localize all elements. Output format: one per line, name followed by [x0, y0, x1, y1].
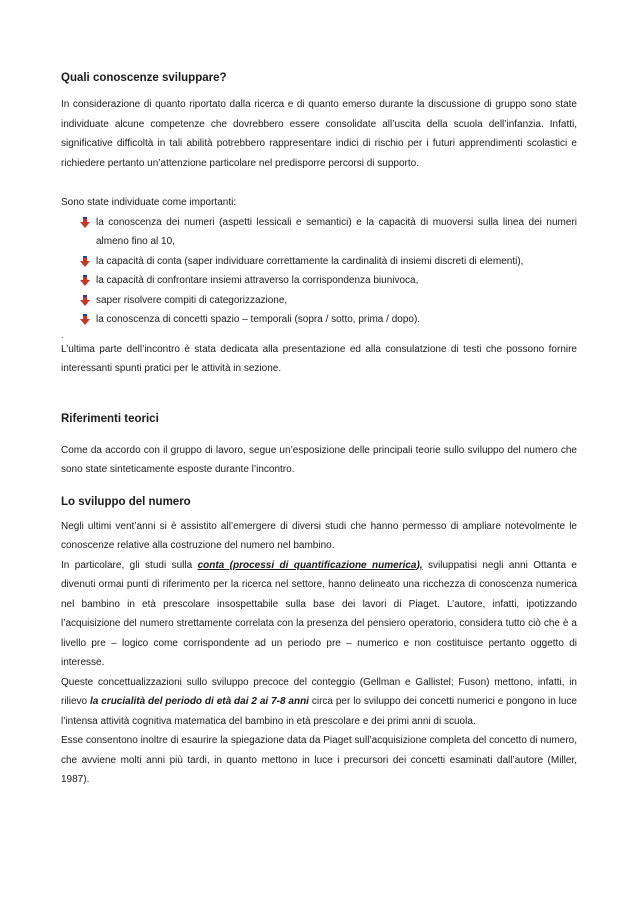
paragraph-piaget: Esse consentono inoltre di esaurire la spiegazione data da Piaget sull’acquisizione completa del concetto di numero, che avviene molti anni più tardi, in quanto mettono in luce i precursori dei concetti esaminati dall’autore (Miller, 1987). — [61, 735, 577, 785]
list-item-text: la conoscenza di concetti spazio – temporali (sopra / sotto, prima / dopo). — [96, 314, 421, 325]
stray-period: . — [61, 329, 64, 340]
list-item — [61, 271, 577, 291]
section-sviluppo-numero — [61, 496, 577, 790]
spacer — [61, 173, 577, 193]
list-item — [61, 213, 577, 252]
list-item — [61, 252, 577, 272]
arrow-bullet-icon — [80, 295, 90, 306]
emphasis-conta: conta (processi di quantificazione numerica), — [197, 559, 423, 571]
list-item-text: la capacità di conta (saper individuare correttamente la cardinalità di insiemi discreti di elementi), — [96, 255, 524, 267]
text-run: sviluppatisi negli anni Ottanta e divenuti ormai punti di riferimento per la ricerca nel settore, hanno delineato una ricchezza di conoscenza numerica nel bambino in età prescolare insospettabile sulla base dei lavori di Piaget. L’autore, infatti, ipotizzando l’acquisizione del numero strettamente correlata con la presenza del pensiero operatorio, considera tutto ciò che è a livello pre – logico come corrispondente ad un periodo pre – numerico e non costituisce pertanto oggetto di interesse. — [61, 559, 577, 668]
list-item — [61, 310, 577, 330]
paragraph-intro-list: Sono state individuate come importanti: — [61, 197, 237, 208]
paragraph-ultimi-anni: Negli ultimi vent’anni si è assistito all’emergere di diversi studi che hanno permesso di ampliare notevolmente le conoscenze relative alla costruzione del numero nel bambino. — [61, 520, 577, 551]
text-run: In particolare, gli studi sulla — [61, 559, 198, 571]
text-run: Queste concettualizzazioni sullo sviluppo precoce del conteggio (Gellman e Gallistel; Fuson) mettono, infatti, in rilievo — [61, 676, 577, 707]
arrow-bullet-icon — [80, 256, 90, 267]
list-item — [61, 291, 577, 311]
text-run: circa per lo sviluppo dei concetti numerici e pongono in luce l’intensa attività cognitiva matematica del bambino in età prescolare e dei primi anni di scuola. — [61, 696, 577, 727]
paragraph-studi-conta — [61, 556, 577, 673]
arrow-bullet-icon — [80, 275, 90, 286]
emphasis-crucialita: la crucialità del periodo di età dai 2 ai 7-8 anni — [90, 696, 309, 707]
competences-list — [61, 213, 577, 330]
list-item-text: la conoscenza dei numeri (aspetti lessicali e semantici) e la capacità di muoversi sulla linea dei numeri almeno fino al 10, — [96, 216, 577, 247]
heading-riferimenti-teorici: Riferimenti teorici — [61, 412, 159, 425]
arrow-bullet-icon — [80, 217, 90, 228]
heading-quali-conoscenze: Quali conoscenze sviluppare? — [61, 72, 227, 84]
document-body — [61, 72, 577, 790]
paragraph-accordo: Come da accordo con il gruppo di lavoro, segue un’esposizione delle principali teorie sullo sviluppo del numero che sono state sinteticamente esposte durante l’incontro. — [61, 444, 577, 475]
list-item-text: la capacità di confrontare insiemi attraverso la corrispondenza biunivoca, — [96, 275, 419, 286]
paragraph-concettualizzazioni — [61, 673, 577, 732]
arrow-bullet-icon — [80, 314, 90, 325]
heading-sviluppo-numero: Lo sviluppo del numero — [61, 495, 191, 508]
paragraph-considerazione: In considerazione di quanto riportato dalla ricerca e di quanto emerso durante la discussione di gruppo sono state individuate alcune competenze che dovrebbero essere consolidate all’uscita della scuola dell’infanzia. Infatti, significative difficoltà in tali abilità potrebbero rappresentare indici di rischio per i futuri apprendimenti scolastici e richiedere pertanto un’attenzione particolare nel predisporre percorsi di supporto. — [61, 99, 577, 169]
paragraph-ultima-parte: L’ultima parte dell’incontro è stata dedicata alla presentazione ed alla consulatzione di testi che possono fornire interessanti spunti pratici per le attività in sezione. — [61, 343, 577, 374]
section-conoscenze — [61, 72, 577, 379]
list-item-text: saper risolvere compiti di categorizzazione, — [96, 294, 288, 306]
section-riferimenti — [61, 413, 577, 480]
